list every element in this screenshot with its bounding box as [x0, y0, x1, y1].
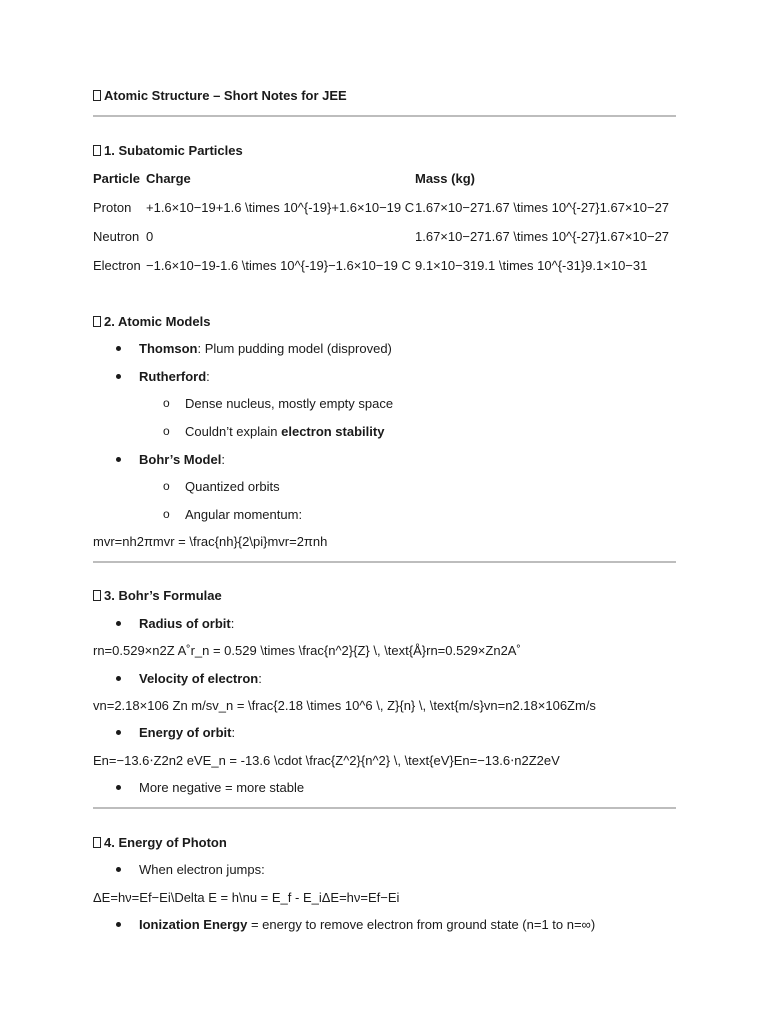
bullet-icon — [116, 374, 121, 379]
formula-angular-momentum: mvr=nh2πmvr = \frac{nh}{2\pi}mvr=2πnh — [93, 534, 328, 549]
sub-item-quantized-orbits: Quantized orbits — [185, 479, 280, 494]
bullet-icon — [116, 785, 121, 790]
table-header-mass: Mass (kg) — [415, 171, 475, 186]
bullet-icon — [116, 457, 121, 462]
missing-glyph-icon — [93, 90, 101, 101]
bullet-icon — [116, 621, 121, 626]
list-item-velocity: Velocity of electron: — [139, 671, 262, 686]
formula-radius: rn=0.529×n2Z A˚r_n = 0.529 \times \frac{n^2}{Z} \, \text{Å}rn​=0.529×Zn2​A˚ — [93, 643, 521, 658]
document-title: Atomic Structure – Short Notes for JEE — [93, 88, 347, 104]
list-item-rutherford: Rutherford: — [139, 369, 210, 384]
formula-energy: En=−13.6⋅Z2n2 eVE_n = -13.6 \cdot \frac{Z^2}{n^2} \, \text{eV}En​=−13.6⋅n2Z2​eV — [93, 753, 560, 768]
list-item-bohr: Bohr’s Model: — [139, 452, 225, 467]
table-cell-mass: 1.67×10−271.67 \times 10^{-27}1.67×10−27 — [415, 229, 670, 244]
list-item-electron-jumps: When electron jumps: — [139, 862, 265, 877]
formula-velocity: vn=2.18×106 Zn m/sv_n = \frac{2.18 \times 10^6 \, Z}{n} \, \text{m/s}vn​=n2.18×106Z​m/s — [93, 698, 596, 713]
sub-bullet-icon: o — [163, 507, 170, 521]
table-cell-mass: 1.67×10−271.67 \times 10^{-27}1.67×10−27 — [415, 200, 670, 215]
list-item-thomson: Thomson: Plum pudding model (disproved) — [139, 341, 392, 356]
missing-glyph-icon — [93, 145, 101, 156]
list-item-radius: Radius of orbit: — [139, 616, 235, 631]
table-cell-charge: +1.6×10−19+1.6 \times 10^{-19}+1.6×10−19 C — [146, 200, 415, 215]
section-heading-atomic-models: 2. Atomic Models — [93, 314, 210, 330]
table-header-charge: Charge — [146, 171, 191, 186]
bullet-icon — [116, 867, 121, 872]
list-item-ionization: Ionization Energy = energy to remove electron from ground state (n=1 to n=∞) — [139, 917, 596, 932]
missing-glyph-icon — [93, 316, 101, 327]
bullet-icon — [116, 730, 121, 735]
section-heading-photon: 4. Energy of Photon — [93, 835, 227, 851]
bullet-icon — [116, 346, 121, 351]
sub-item-angular-momentum: Angular momentum: — [185, 507, 303, 522]
section-heading-subatomic: 1. Subatomic Particles — [93, 143, 243, 159]
divider — [93, 561, 676, 563]
sub-item-electron-stability: Couldn’t explain electron stability — [185, 424, 385, 439]
section-heading-bohr-formulae: 3. Bohr’s Formulae — [93, 588, 222, 604]
sub-bullet-icon: o — [163, 479, 170, 493]
missing-glyph-icon — [93, 590, 101, 601]
divider — [93, 807, 676, 809]
sub-bullet-icon: o — [163, 396, 170, 410]
bullet-icon — [116, 676, 121, 681]
missing-glyph-icon — [93, 837, 101, 848]
table-cell-charge: 0 — [146, 229, 154, 244]
list-item-energy: Energy of orbit: — [139, 725, 236, 740]
list-item-stable: More negative = more stable — [139, 780, 305, 795]
bullet-icon — [116, 922, 121, 927]
table-cell-particle: Electron — [93, 258, 141, 273]
table-header-particle: Particle — [93, 171, 140, 186]
table-cell-charge: −1.6×10−19-1.6 \times 10^{-19}−1.6×10−19 C — [146, 258, 411, 273]
sub-item-dense-nucleus: Dense nucleus, mostly empty space — [185, 396, 394, 411]
sub-bullet-icon: o — [163, 424, 170, 438]
table-cell-particle: Neutron — [93, 229, 140, 244]
table-cell-particle: Proton — [93, 200, 132, 215]
divider — [93, 115, 676, 117]
formula-photon-energy: ΔE=hν=Ef−Ei\Delta E = h\nu = E_f - E_iΔE=hν=Ef​−Ei​ — [93, 890, 400, 905]
table-cell-mass: 9.1×10−319.1 \times 10^{-31}9.1×10−31 — [415, 258, 648, 273]
